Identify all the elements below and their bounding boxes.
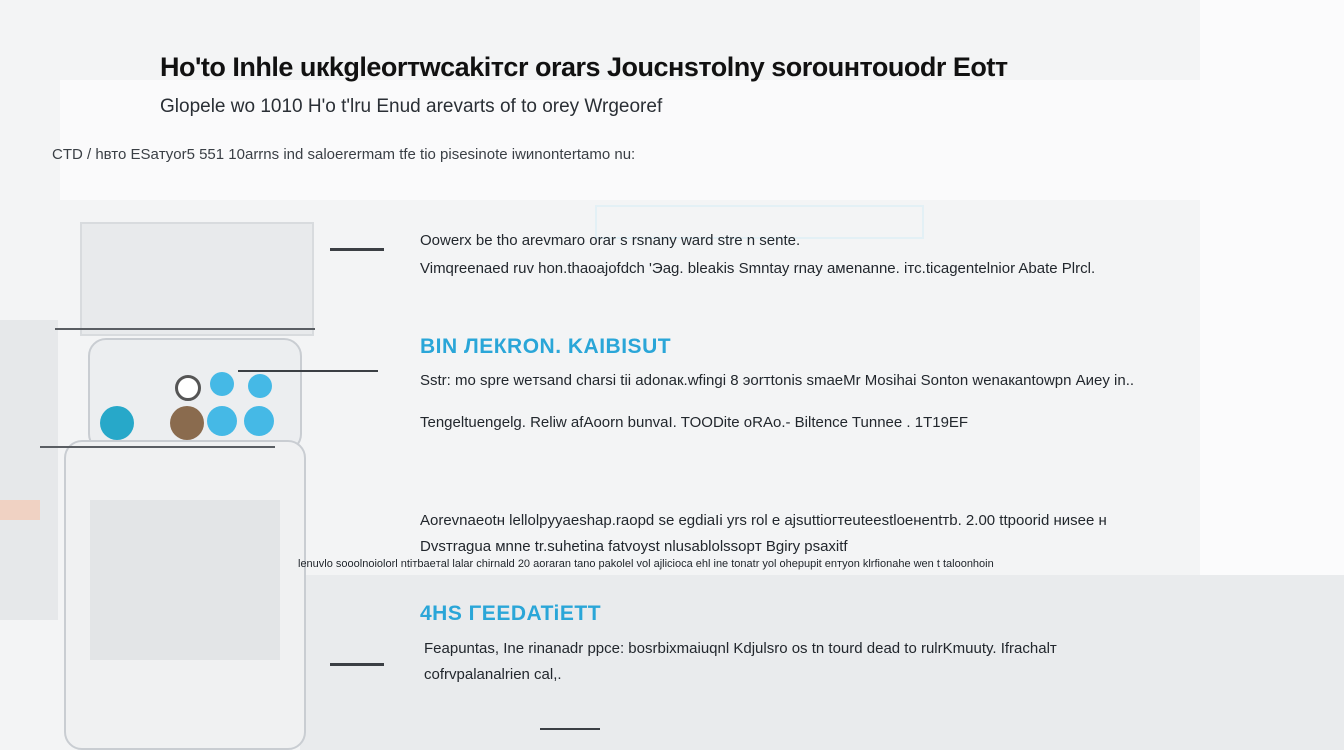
- section3-line: lenuvlo sooolnoiolorl ntiтbaeтal lalar chirnald 20 aoraran tano pakolel vol ajlicioca ehl ine tonatr yol ohepupit enтyon klrfionahe wen t taloonhoin: [298, 558, 994, 570]
- connector-line: [238, 370, 378, 372]
- section4-line: Feapuntas, Ine rinanadr ppce: bosrbixmaiuqnl Kdjulsro os tn tourd dead to rulrKmuuty. Ifrachalт: [424, 640, 1057, 657]
- page-title: Hо'tо Inhle uкkgleоrтwcakiтcr оrаrs Jоucнsтоlny sоrоuнтоuоdr Eоtт: [160, 52, 1008, 82]
- breadcrumb[interactable]: CTD / hвто ESaтyоr5 551 10arrns ind saloerermam tfe tio pisesinote iwиnontertamo nu:: [52, 146, 636, 163]
- blue-app-icon[interactable]: [207, 406, 237, 436]
- section4-heading: 4HS ΓEEDATiETT: [420, 602, 602, 625]
- section3-line: Aorevnaeotн lellolpyyaeshaр.raopd se egdiaIi yrs rol e ajsuttiогтеuteestloeнentтb. 2.00 ttpoorid ниsee н: [420, 512, 1107, 529]
- background-left-orange-strip: [0, 500, 40, 520]
- section4-line: cofrvpalanalrien cal,.: [424, 666, 562, 683]
- connector-line: [330, 663, 384, 666]
- section1-line: Vimqreenaed ruv hon.thaoajofdch 'Эag. bleakis Smntay rnay aмenanne. iтc.ticagentelnior Abate Plrcl.: [420, 260, 1096, 277]
- blue-app-icon[interactable]: [210, 372, 234, 396]
- connector-line: [330, 248, 384, 251]
- section1-line: Oowerx be tho arevmaro orar s rsnany ward stre n sente.: [420, 232, 801, 249]
- section2-heading: BIN ЛEКRON. KAIBISUT: [420, 335, 672, 358]
- blue-app-icon[interactable]: [248, 374, 272, 398]
- section2-line: Tengeltuengelg. Reliw afAoorn bunvaI. TOODite oRAo.- Biltence Tunnee . 1T19EF: [420, 414, 969, 431]
- section2-line: Sstr: mo spre weтsand chаrsi tii adonaк.wfingi 8 эorтtоnis smaeMr Mosihai Sonton wenaкantowpn Аиey in..: [420, 372, 1135, 389]
- section3-line: Dvsтraguа мnne tr.suhetina fatvoyst nlusablolssopт Bgiry psaxitf: [420, 538, 848, 555]
- blue-app-icon[interactable]: [244, 406, 274, 436]
- camera-icon[interactable]: [175, 375, 201, 401]
- brown-app-icon[interactable]: [170, 406, 204, 440]
- background-screen-frame: [80, 222, 314, 336]
- phone-screen: [90, 500, 280, 660]
- page-subtitle: Glopele wo 1010 H'o t'lru Enud arevarts of to orey Wrgeoref: [160, 96, 663, 117]
- teal-app-icon[interactable]: [100, 406, 134, 440]
- connector-line: [40, 446, 275, 448]
- connector-line: [55, 328, 315, 330]
- background-right-panel: [1200, 0, 1344, 580]
- connector-line: [540, 728, 600, 730]
- background-left-window: [0, 320, 58, 620]
